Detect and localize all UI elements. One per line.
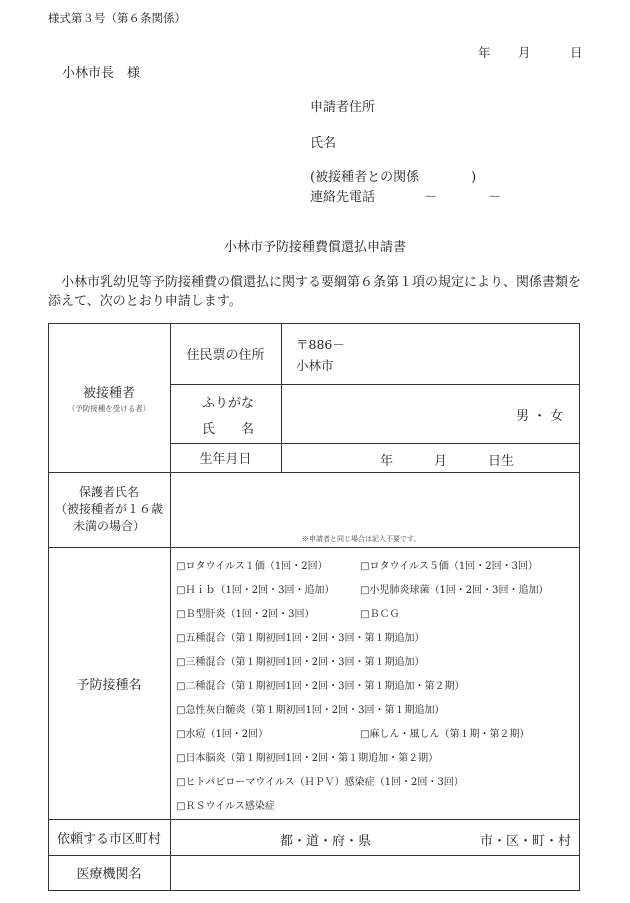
document-title: 小林市予防接種費償還払申請書 (223, 240, 406, 255)
applicant-relation-label: (被接種者との関係 ) (310, 170, 477, 185)
vaccinee-sublabel: （予防接種を受ける者） (67, 403, 151, 413)
birthdate-label: 生年月日 (199, 452, 252, 467)
municipality-field: 市・区・町・村 (480, 834, 572, 849)
vaccine-option-rsv[interactable]: □ＲＳウイルス感染症 (176, 801, 275, 812)
table-border-bottom (48, 890, 580, 891)
vaccine-option-rota1[interactable]: □ロタウイルス１価（1回・2回） (176, 561, 328, 572)
row-line-address (170, 384, 580, 385)
city-name: 小林市 (296, 358, 334, 373)
vaccine-option-mr[interactable]: □麻しん・風しん（第１期・第２期） (360, 729, 530, 740)
guardian-label-cell (48, 472, 170, 547)
furigana-label: ふりがな (202, 396, 255, 411)
applicant-phone-label: 連絡先電話 (310, 190, 376, 205)
postal-code: 〒886－ (296, 337, 345, 352)
body-text: 小林市乳幼児等予防接種費の償還払に関する要綱第６条第１項の規定により、関係書類を添えて、次のとおり申請します。 (48, 275, 582, 309)
phone-dash-2: － (488, 190, 502, 205)
vaccine-option-pentavalent[interactable]: □五種混合（第１期初回1回・2回・3回・第１期追加） (176, 633, 425, 644)
vaccine-option-polio[interactable]: □急性灰白髄炎（第１期初回1回・2回・3回・第１期追加） (176, 705, 445, 716)
guardian-label-line3: 未満の場合） (72, 519, 145, 533)
guardian-note: ※申請者と同じ場合は記入不要です。 (302, 535, 421, 543)
application-table (48, 323, 580, 891)
birth-day: 日生 (488, 454, 515, 469)
guardian-label-line1: 保護者氏名 (78, 485, 139, 499)
birth-month: 月 (434, 454, 448, 469)
date-month: 月 (518, 45, 531, 60)
addressee: 小林市長 様 (62, 66, 141, 81)
phone-dash-1: － (424, 190, 438, 205)
applicant-name-label: 氏名 (310, 136, 337, 151)
gender-field: 男 ・ 女 (516, 409, 564, 424)
table-border-right (579, 323, 580, 891)
vaccine-option-japanese-encephalitis[interactable]: □日本脳炎（第１期初回1回・2回・第１期追加・第２期） (176, 753, 439, 764)
prefecture-field: 都・道・府・県 (280, 834, 372, 849)
form-number: 様式第３号（第６条関係） (48, 11, 186, 25)
vaccine-option-trivalent[interactable]: □三種混合（第１期初回1回・2回・3回・第１期追加） (176, 657, 425, 668)
vaccine-option-pneumococcal[interactable]: □小児肺炎球菌（1回・2回・3回・追加） (360, 585, 549, 596)
birth-year: 年 (380, 454, 394, 469)
request-city-label: 依頼する市区町村 (56, 831, 161, 847)
vaccine-option-bcg[interactable]: □ＢＣＧ (360, 609, 400, 620)
date-year: 年 (478, 45, 491, 60)
label-column-divider (170, 323, 171, 891)
vaccinee-inner-divider (281, 323, 282, 472)
address-row-label: 住民票の住所 (186, 348, 265, 363)
applicant-address-label: 申請者住所 (310, 100, 376, 115)
vaccine-option-bivalent[interactable]: □二種混合（第１期初回1回・2回・3回・第１期追加・第２期） (176, 681, 465, 692)
vaccine-option-hepatitis-b[interactable]: □Ｂ型肝炎（1回・2回・3回） (176, 609, 315, 620)
medical-institution-label: 医療機関名 (76, 867, 142, 882)
vaccine-option-hpv[interactable]: □ヒトパピローマウイルス（ＨＰＶ）感染症（1回・2回・3回） (176, 777, 464, 788)
guardian-label-line2: （被接種者が１６歳 (54, 502, 163, 516)
vaccine-option-varicella[interactable]: □水痘（1回・2回） (176, 729, 269, 740)
vaccine-option-rota5[interactable]: □ロタウイルス５価（1回・2回・3回） (360, 561, 538, 572)
vaccinee-label-cell (48, 323, 170, 472)
vaccine-option-hib[interactable]: □Ｈｉｂ（1回・2回・3回・追加） (176, 585, 335, 596)
name-label: 氏 名 (202, 422, 255, 437)
vaccinee-label: 被接種者 (82, 385, 135, 401)
vaccine-label: 予防接種名 (76, 677, 142, 693)
date-day: 日 (570, 45, 583, 60)
